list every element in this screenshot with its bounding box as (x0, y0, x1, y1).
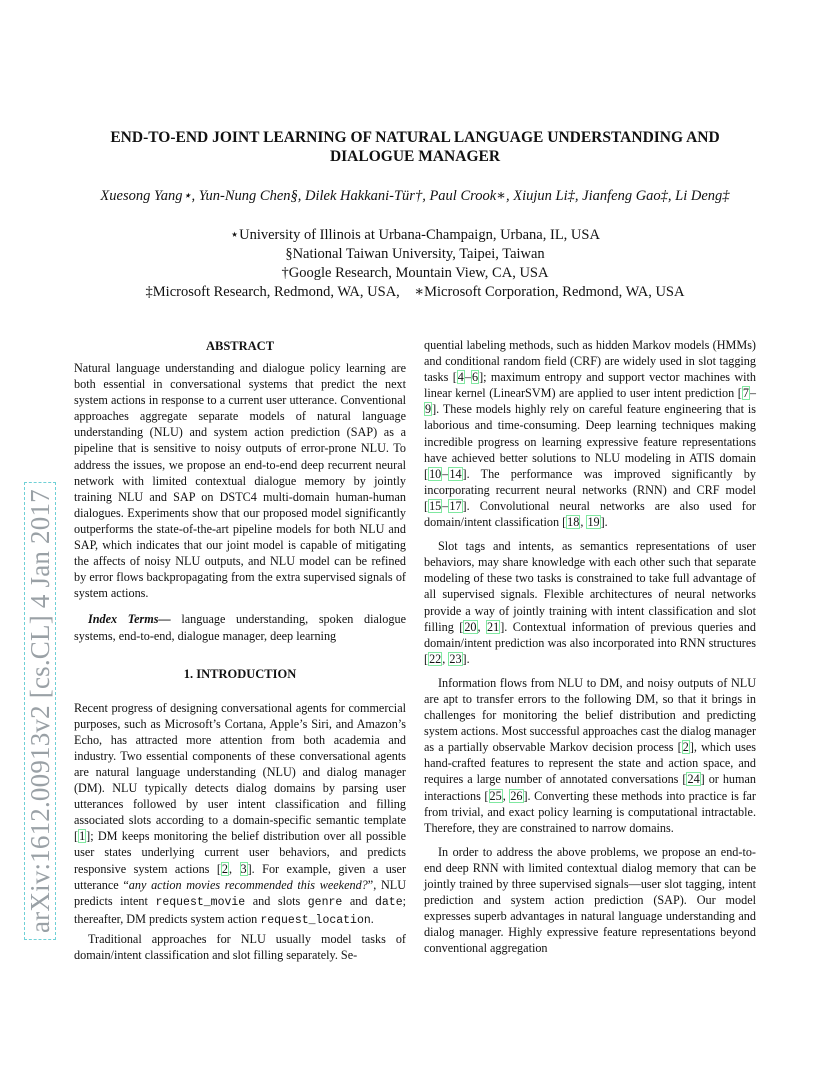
left-column (74, 338, 406, 963)
text-span: ]. Contextual information of previous queries and domain/intent prediction was also incorporated into RNN structures [ (424, 619, 756, 666)
text-span: quential labeling methods, such as hidden Markov models (HMMs) and conditional random field (CRF) are widely used in slot tagging tasks [ (424, 338, 756, 385)
citation-link[interactable]: 23 (449, 651, 462, 666)
right-paragraph-4: In order to address the above problems, we propose an end-to-end deep RNN with limited contextual dialog memory that can be jointly trained by three supervised signals—user slot tagging, intent prediction and system action prediction (SAP). Our model expresses superb advantages in natural language understanding and dialog manager. Highly expressive feature representations beyond conventional aggregation (424, 844, 756, 956)
citation-link[interactable]: 25 (489, 788, 502, 803)
action-code: request_location (260, 913, 371, 927)
citation-link[interactable]: 7 (742, 386, 749, 401)
text-span: Information flows from NLU to DM, and noisy outputs of NLU are apt to transfer errors to the following DM, so that it brings in challenges for monitoring the belief distribution and predicting system actions. Most successful approaches cast the dialog manager as a partially observable Markov decision process [ (424, 675, 757, 755)
citation-link[interactable]: 22 (429, 651, 442, 666)
citation-link[interactable]: 9 (425, 402, 432, 417)
text-span: ]. These models highly rely on careful feature engineering that is laborious and time-consuming. Deep learning techniques making incredible progress on learning expressive feature representations have achieved better solutions to NLU modeling in ATIS domain [ (424, 402, 756, 481)
affiliation-microsoft: ‡Microsoft Research, Redmond, WA, USA, ∗Microsoft Corporation, Redmond, WA, USA (145, 284, 685, 300)
citation-link[interactable]: 15 (429, 498, 442, 513)
citation-link[interactable]: 6 (471, 370, 479, 385)
author-list: Xuesong Yang⋆, Yun-Nung Chen§, Dilek Hakkani-Tür†, Paul Crook∗, Xiujun Li‡, Jianfeng Gao‡, Li Deng‡ (100, 188, 730, 204)
citation-link[interactable]: 14 (449, 466, 462, 481)
introduction-heading: 1. INTRODUCTION (183, 666, 297, 681)
affiliation-ntu: §National Taiwan University, Taipei, Taiwan (285, 246, 545, 262)
text-span: ], which uses hand-crafted features to represent the state and action space, and requires a large number of annotated conversations [ (424, 740, 756, 787)
intro-paragraph-1: Recent progress of designing conversational agents for commercial purposes, such as Microsoft’s Cortana, Apple’s Siri, and Amazon’s Echo, has attracted more attention from both academia and industry. Two essential components of these conversational agents are natural language understanding (NLU) and dialog manager (DM). NLU typically detects dialog domains by parsing user utterances followed by user intent classification and filling associated slots according to a domain-specific semantic template [1]; DM keeps monitoring the belief distribution over all possible user states underlying current user behaviors, and predicts responsive system actions [2, 3]. For example, given a user utterance “any action movies recommended this weekend?”, NLU predicts intent request_movie and slots genre and date; thereafter, DM predicts system action request_location. (74, 700, 407, 927)
citation-link[interactable]: 3 (240, 861, 247, 876)
citation-link[interactable]: 2 (682, 740, 689, 755)
text-span: ”, NLU predicts intent (74, 877, 406, 908)
text-span: ]. For example, given a user utterance “ (74, 861, 407, 892)
text-span: ]. Convolutional neural networks are also used for domain/intent classification [ (424, 498, 756, 530)
citation-link[interactable]: 26 (510, 788, 523, 803)
intro-paragraph-2: Traditional approaches for NLU usually model tasks of domain/intent classification and slot filling separately. Se- (74, 931, 406, 962)
affiliation-google: †Google Research, Mountain View, CA, USA (281, 265, 549, 281)
affiliations (70, 226, 760, 302)
citation-link[interactable]: 19 (587, 515, 600, 530)
right-column (424, 337, 756, 956)
citation-link[interactable]: 20 (464, 619, 477, 634)
abstract-text: Natural language understanding and dialogue policy learning are both essential in conversational systems that predict the next system actions in response to a current user utterance. Conventional approaches aggregate separate models of natural language understanding (NLU) and system action prediction (SAP) as a pipeline that is sensitive to noisy outputs of error-prone NLU. To address the issues, we propose an end-to-end deep recurrent neural network with limited contextual dialogue memory by jointly training NLU and SAP on DSTC4 multi-domain human-human dialogues. Experiments show that our proposed model significantly outperforms the state-of-the-art pipeline models for both NLU and SAP, which indicates that our joint model is capable of mitigating the affects of noisy NLU outputs, and NLU model can be refined by error flows backpropagating from the extra supervised signals of system actions. (74, 361, 406, 601)
text-span: Slot tags and intents, as semantics representations of user behaviors, may share knowledge with each other such that separate modeling of these two tasks is constrained to take full advantage of all supervised signals. Flexible architectures of neural networks provide a way of jointly training with intent classification and slot filling [ (424, 539, 756, 634)
affiliation-uiuc: ⋆University of Illinois at Urbana-Champaign, Urbana, IL, USA (230, 227, 600, 243)
citation-link[interactable]: 1 (79, 829, 86, 844)
citation-link[interactable]: 21 (487, 619, 500, 634)
citation-link[interactable]: 2 (221, 861, 229, 876)
text-span: ]. The performance was improved significantly by incorporating recurrent neural networks (RNN) and CRF model [ (424, 466, 756, 513)
index-terms-text: language understanding, spoken dialogue systems, end-to-end, dialogue manager, deep learning (74, 612, 406, 643)
title-line-2: DIALOGUE MANAGER (329, 148, 501, 165)
text-span: ; thereafter, DM predicts system action (74, 893, 406, 926)
example-utterance: any action movies recommended this weekend? (128, 877, 368, 892)
text-span: ]. (462, 651, 470, 666)
citation-link[interactable]: 18 (567, 515, 580, 530)
index-terms-label: Index Terms— (88, 612, 171, 627)
right-paragraph-2: Slot tags and intents, as semantics representations of user behaviors, may share knowledge with each other such that separate modeling of these two tasks is constrained to take full advantage of all supervised signals. Flexible architectures of neural networks provide a way of jointly training with intent classification and slot filling [20, 21]. Contextual information of previous queries and domain/intent prediction was also incorporated into RNN structures [22, 23]. (424, 539, 756, 666)
text-span: and (342, 893, 375, 908)
citation-link[interactable]: 10 (429, 466, 442, 481)
citation-link[interactable]: 4 (457, 370, 464, 385)
text-span: ]. (600, 515, 608, 530)
text-span: Recent progress of designing conversational agents for commercial purposes, such as Microsoft’s Cortana, Apple’s Siri, and Amazon’s Echo, has attracted more attention from both academia and industry. Two essential components of these conversational agents are natural language understanding (NLU) and dialog manager (DM). NLU typically detects dialog domains by parsing user utterances followed by user intent classification and filling associated slots according to a domain-specific semantic template [ (74, 700, 406, 844)
intent-code: request_movie (155, 895, 246, 909)
arxiv-identifier-stamp[interactable]: arXiv:1612.00913v2 [cs.CL] 4 Jan 2017 (24, 482, 56, 940)
abstract-heading: ABSTRACT (205, 339, 275, 353)
paper-title (90, 128, 740, 166)
citation-link[interactable]: 24 (687, 772, 700, 787)
text-span: ]; DM keeps monitoring the belief distribution over all possible user states underlying current user behaviors, and predicts responsive system actions [ (74, 829, 406, 876)
title-line-1: END-TO-END JOINT LEARNING OF NATURAL LANGUAGE UNDERSTANDING AND (110, 129, 720, 146)
text-span: ]; maximum entropy and support vector machines with linear kernel (LinearSVM) are applied to user intent prediction [ (424, 370, 756, 401)
right-paragraph-1: quential labeling methods, such as hidden Markov models (HMMs) and conditional random field (CRF) are widely used in slot tagging tasks [4–6]; maximum entropy and support vector machines with linear kernel (LinearSVM) are applied to user intent prediction [7–9]. These models highly rely on careful feature engineering that is laborious and time-consuming. Deep learning techniques making incredible progress on learning expressive feature representations have achieved better solutions to NLU modeling in ATIS domain [10–14]. The performance was improved significantly by incorporating recurrent neural networks (RNN) and CRF model [15–17]. Convolutional neural networks are also used for domain/intent classification [18, 19]. (424, 338, 756, 530)
text-span: and slots (245, 893, 308, 908)
text-span: ] or human interactions [ (424, 772, 756, 803)
right-paragraph-3: Information flows from NLU to DM, and noisy outputs of NLU are apt to transfer errors to the following DM, so that it brings in challenges for monitoring the belief distribution and predicting system actions. Most successful approaches cast the dialog manager as a partially observable Markov decision process [2], which uses hand-crafted features to represent the state and action space, and requires a large number of annotated conversations [24] or human interactions [25, 26]. Converting these methods into practice is far from trivial, and exact policy learning is computational intractable. Therefore, they are constrained to narrow domains. (424, 675, 757, 835)
text-span: . (370, 911, 374, 926)
text-span: ]. Converting these methods into practice is far from trivial, and exact policy learning is computational intractable. Therefore, they are constrained to narrow domains. (424, 788, 756, 835)
index-terms (74, 611, 406, 643)
citation-link[interactable]: 17 (449, 498, 462, 513)
slot-code-genre: genre (307, 895, 343, 909)
slot-code-date: date (375, 895, 403, 909)
